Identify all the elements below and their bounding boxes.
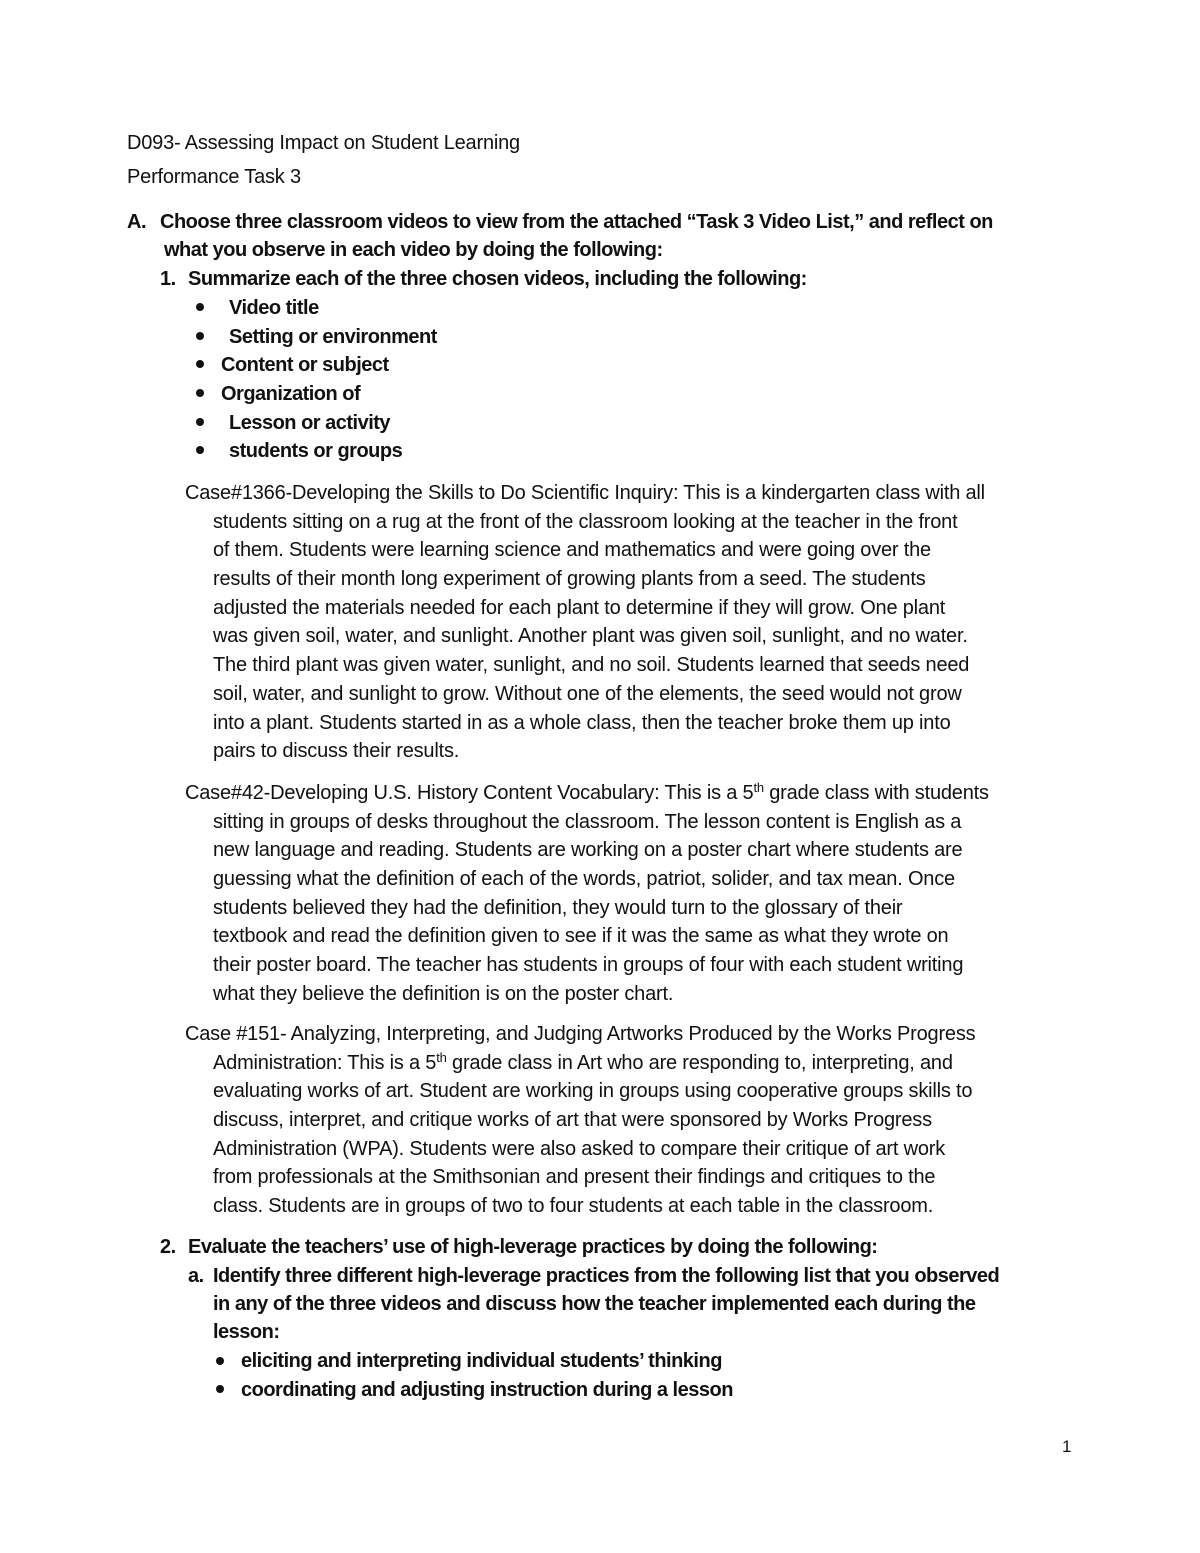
case-2-line: what they believe the definition is on the poster chart. (213, 982, 674, 1005)
case-3-line: discuss, interpret, and critique works of art that were sponsored by Works Progress (213, 1109, 932, 1132)
bullet-icon (196, 418, 204, 426)
bullet-video-title: Video title (229, 297, 319, 319)
bullet-students: students or groups (229, 440, 403, 462)
case-2-line: guessing what the definition of each of the words, patriot, solider, and tax mean. Once (213, 868, 955, 891)
bullet-icon (196, 446, 204, 454)
case-3-line: evaluating works of art. Student are working in groups using cooperative groups skills to (213, 1080, 973, 1103)
case-1-line: of them. Students were learning science and mathematics and were going over the (213, 539, 931, 562)
case-2-ordinal: th (753, 780, 764, 795)
bullet-organization: Organization of (221, 383, 361, 405)
item-2a-line-2: in any of the three videos and discuss how the teacher implemented each during the (213, 1293, 976, 1315)
case-1-line: was given soil, water, and sunlight. Another plant was given soil, sunlight, and no water. (213, 625, 968, 648)
bullet-icon (196, 389, 204, 397)
bullet-eliciting: eliciting and interpreting individual students’ thinking (241, 1350, 722, 1372)
bullet-icon (196, 360, 204, 368)
section-a-marker: A. (127, 211, 146, 233)
case-3-second-rest: grade class in Art who are responding to, interpreting, and (446, 1051, 953, 1074)
page-number: 1 (1062, 1437, 1072, 1456)
section-a-line-1: Choose three classroom videos to view from the attached “Task 3 Video List,” and reflect on (160, 211, 993, 233)
case-2-first-text: Case#42-Developing U.S. History Content Vocabulary: This is a 5 (185, 782, 754, 804)
bullet-icon (196, 332, 204, 340)
case-2-line: their poster board. The teacher has students in groups of four with each student writing (213, 954, 964, 977)
case-2-first-rest: grade class with students (763, 782, 989, 804)
item-2-text: Evaluate the teachers’ use of high-leverage practices by doing the following: (188, 1236, 878, 1258)
case-3-line: Case #151- Analyzing, Interpreting, and Judging Artworks Produced by the Works Progress (185, 1023, 976, 1045)
case-1-line: results of their month long experiment of growing plants from a seed. The students (213, 568, 926, 591)
bullet-setting: Setting or environment (229, 326, 437, 348)
case-3-ordinal: th (436, 1049, 447, 1065)
task-title: Performance Task 3 (127, 166, 301, 188)
bullet-lesson: Lesson or activity (229, 412, 391, 434)
case-1366-paragraph (185, 479, 1085, 766)
bullet-coordinating: coordinating and adjusting instruction during a lesson (241, 1379, 733, 1401)
case-2-first-line (185, 779, 1085, 808)
bullet-icon (216, 1385, 224, 1393)
section-a-line-2: what you observe in each video by doing the following: (164, 239, 663, 261)
case-3-second-text: Administration: This is a 5 (213, 1051, 437, 1074)
course-title: D093- Assessing Impact on Student Learning (127, 132, 520, 154)
case-1-line: students sitting on a rug at the front of the classroom looking at the teacher in the front (213, 510, 958, 533)
case-1-line: The third plant was given water, sunlight, and no soil. Students learned that seeds need (213, 654, 970, 677)
case-2-line: new language and reading. Students are working on a poster chart where students are (213, 839, 963, 862)
item-1-marker: 1. (160, 268, 176, 290)
item-2a-line-1: Identify three different high-leverage practices from the following list that you observed (213, 1265, 1000, 1287)
case-1-line: adjusted the materials needed for each plant to determine if they will grow. One plant (213, 596, 946, 619)
case-2-line: sitting in groups of desks throughout the classroom. The lesson content is English as a (213, 810, 962, 833)
bullet-icon (196, 303, 204, 311)
item-2-marker: 2. (160, 1236, 176, 1258)
case-2-line: students believed they had the definition, they would turn to the glossary of their (213, 896, 903, 919)
case-2-line: textbook and read the definition given to see if it was the same as what they wrote on (213, 925, 949, 948)
case-3-second-line (185, 1049, 1085, 1078)
case-42-paragraph (185, 779, 1085, 1009)
case-3-line: from professionals at the Smithsonian and present their findings and critiques to the (213, 1166, 936, 1189)
bullet-content: Content or subject (221, 354, 389, 376)
case-1-line: Case#1366-Developing the Skills to Do Scientific Inquiry: This is a kindergarten class with all (185, 482, 985, 504)
case-3-line: Administration (WPA). Students were also asked to compare their critique of art work (213, 1137, 946, 1160)
case-1-line: pairs to discuss their results. (213, 740, 460, 763)
case-1-line: soil, water, and sunlight to grow. Without one of the elements, the seed would not grow (213, 682, 962, 705)
item-2a-marker: a. (188, 1265, 204, 1287)
bullet-icon (216, 1357, 224, 1365)
item-2a-line-3: lesson: (213, 1321, 280, 1343)
case-151-paragraph (185, 1020, 1085, 1221)
case-3-line: class. Students are in groups of two to four students at each table in the classroom. (213, 1195, 934, 1218)
case-1-line: into a plant. Students started in as a whole class, then the teacher broke them up into (213, 711, 951, 734)
item-1-text: Summarize each of the three chosen videos, including the following: (188, 268, 807, 290)
